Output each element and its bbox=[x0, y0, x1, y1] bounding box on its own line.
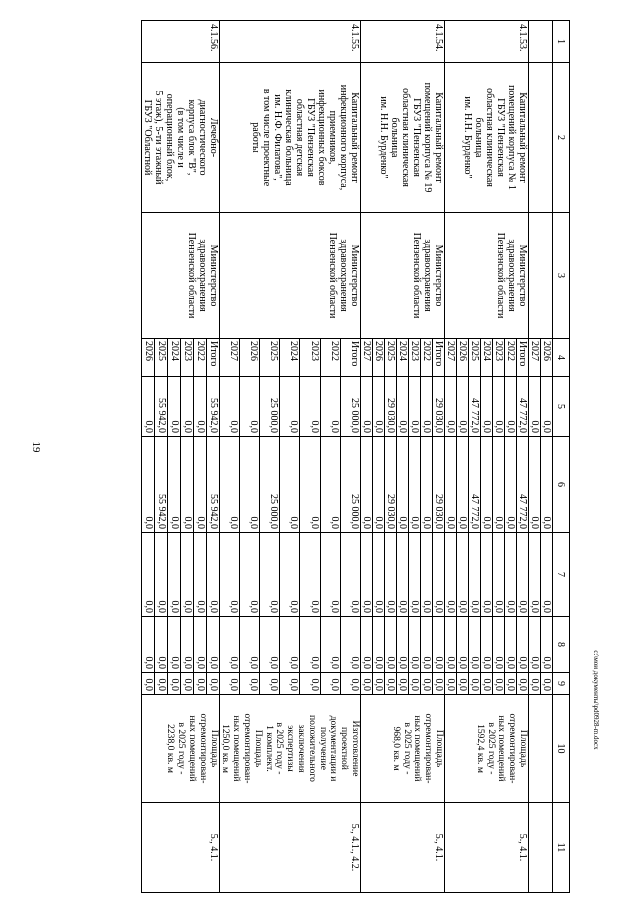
value-cell: 0,0 bbox=[457, 377, 469, 437]
section-indicator-line: 1 комплект. bbox=[263, 725, 275, 772]
value-cell: 0,0 bbox=[373, 673, 385, 695]
value-cell: 55 942,0 bbox=[154, 377, 167, 437]
value-cell: 55 942,0 bbox=[206, 377, 219, 437]
value-cell: 0,0 bbox=[373, 617, 385, 673]
column-header: 2 bbox=[553, 63, 570, 213]
section-indicator-line: 1592,4 кв. м bbox=[474, 724, 486, 773]
value-cell: 0,0 bbox=[397, 617, 409, 673]
section-indicator-line: отремонтирован- bbox=[197, 713, 209, 784]
year-cell: Итого bbox=[433, 339, 445, 377]
value-cell: 25 000,0 bbox=[340, 437, 360, 533]
value-cell: 0,0 bbox=[385, 617, 397, 673]
value-cell: 0,0 bbox=[206, 533, 219, 617]
value-cell: 0,0 bbox=[529, 533, 541, 617]
section-number: 4.1.55. bbox=[219, 21, 360, 63]
value-cell: 47 772,0 bbox=[469, 377, 481, 437]
value-cell: 0,0 bbox=[373, 377, 385, 437]
value-cell: 0,0 bbox=[280, 673, 300, 695]
value-cell: 0,0 bbox=[529, 673, 541, 695]
value-cell: 0,0 bbox=[141, 617, 154, 673]
value-cell: 0,0 bbox=[481, 673, 493, 695]
value-cell: 0,0 bbox=[409, 533, 421, 617]
value-cell: 0,0 bbox=[239, 533, 259, 617]
carry-over-cell bbox=[529, 63, 553, 213]
value-cell: 29 030,0 bbox=[385, 437, 397, 533]
value-cell: 0,0 bbox=[361, 437, 373, 533]
section-name-line: Лечебно- bbox=[207, 117, 219, 158]
year-cell: 2023 bbox=[300, 339, 320, 377]
section-indicator-line: экспертизы bbox=[285, 725, 297, 772]
value-cell: 0,0 bbox=[517, 533, 529, 617]
value-cell: 0,0 bbox=[219, 377, 239, 437]
year-cell: 2027 bbox=[445, 339, 457, 377]
column-header: 6 bbox=[553, 437, 570, 533]
section-indicator-line: ных помещений bbox=[412, 715, 424, 782]
value-cell: 0,0 bbox=[481, 437, 493, 533]
value-cell: 0,0 bbox=[541, 377, 553, 437]
section-indicator-line: ных помещений bbox=[496, 715, 508, 782]
value-cell: 0,0 bbox=[260, 533, 280, 617]
value-cell: 55 942,0 bbox=[154, 437, 167, 533]
value-cell: 0,0 bbox=[180, 533, 193, 617]
value-cell: 0,0 bbox=[469, 617, 481, 673]
value-cell: 0,0 bbox=[409, 617, 421, 673]
section-indicator-line: проектной bbox=[339, 727, 351, 770]
section-indicator-line: Площадь bbox=[434, 729, 445, 768]
column-header: 1 bbox=[553, 21, 570, 63]
year-cell: Итого bbox=[340, 339, 360, 377]
value-cell: 0,0 bbox=[239, 617, 259, 673]
value-cell: 0,0 bbox=[373, 437, 385, 533]
section-name-line: областная клиническая bbox=[484, 88, 495, 187]
value-cell: 0,0 bbox=[154, 673, 167, 695]
section-executor-line: Министерство bbox=[517, 244, 528, 307]
value-cell: 0,0 bbox=[206, 673, 219, 695]
value-cell: 0,0 bbox=[505, 377, 517, 437]
value-cell: 0,0 bbox=[517, 617, 529, 673]
year-cell: Итого bbox=[206, 339, 219, 377]
value-cell: 0,0 bbox=[493, 377, 505, 437]
value-cell: 0,0 bbox=[300, 673, 320, 695]
value-cell: 0,0 bbox=[433, 617, 445, 673]
value-cell: 0,0 bbox=[239, 673, 259, 695]
value-cell: 0,0 bbox=[421, 617, 433, 673]
section-executor bbox=[141, 213, 219, 339]
column-header: 9 bbox=[553, 673, 570, 695]
section-indicator bbox=[219, 695, 360, 803]
section-name-line: областная клиническая bbox=[400, 88, 411, 187]
year-cell: 2022 bbox=[193, 339, 206, 377]
value-cell: 0,0 bbox=[300, 377, 320, 437]
column-header: 3 bbox=[553, 213, 570, 339]
year-cell: 2024 bbox=[167, 339, 180, 377]
value-cell: 0,0 bbox=[481, 617, 493, 673]
year-cell: 2026 bbox=[239, 339, 259, 377]
section-name-line: им. Н.Н. Бурденко" bbox=[378, 96, 389, 179]
value-cell: 0,0 bbox=[361, 617, 373, 673]
value-cell: 0,0 bbox=[193, 437, 206, 533]
value-cell: 0,0 bbox=[320, 533, 340, 617]
value-cell: 0,0 bbox=[320, 377, 340, 437]
section-indicator bbox=[445, 695, 529, 803]
value-cell: 0,0 bbox=[493, 673, 505, 695]
value-cell: 0,0 bbox=[373, 533, 385, 617]
value-cell: 0,0 bbox=[239, 377, 259, 437]
footer-file-path: c:\мои документы\pd0928-m.docx bbox=[592, 650, 600, 750]
value-cell: 0,0 bbox=[481, 377, 493, 437]
section-indicator-line: отремонтирован- bbox=[507, 713, 519, 784]
value-cell: 0,0 bbox=[167, 377, 180, 437]
value-cell: 29 030,0 bbox=[433, 377, 445, 437]
section-indicator-line: Площадь bbox=[252, 729, 264, 768]
value-cell: 0,0 bbox=[361, 377, 373, 437]
year-cell: 2022 bbox=[505, 339, 517, 377]
section-reference: 5., 4.1. bbox=[361, 803, 445, 893]
value-cell: 0,0 bbox=[219, 617, 239, 673]
section-indicator bbox=[361, 695, 445, 803]
column-header: 7 bbox=[553, 533, 570, 617]
rotated-table-wrapper bbox=[90, 20, 570, 892]
section-name bbox=[361, 63, 445, 213]
section-name bbox=[141, 63, 219, 213]
section-executor-line: Пензенской области bbox=[185, 232, 197, 319]
value-cell: 0,0 bbox=[493, 533, 505, 617]
section-name-line: в том числе проектные bbox=[261, 88, 272, 187]
value-cell: 0,0 bbox=[141, 673, 154, 695]
value-cell: 0,0 bbox=[193, 377, 206, 437]
section-indicator-line: документации и bbox=[328, 715, 340, 782]
section-name-line: Капитальный ремонт bbox=[349, 92, 360, 183]
column-number-row bbox=[553, 21, 570, 893]
value-cell: 0,0 bbox=[320, 673, 340, 695]
value-cell: 0,0 bbox=[457, 437, 469, 533]
value-cell: 0,0 bbox=[219, 533, 239, 617]
section-indicator-line: в 2025 году - bbox=[485, 722, 497, 775]
section-name-line: клиническая больница bbox=[283, 89, 294, 186]
section-executor bbox=[361, 213, 445, 339]
value-cell: 0,0 bbox=[409, 673, 421, 695]
page-number: 19 bbox=[30, 441, 42, 453]
value-cell: 0,0 bbox=[445, 437, 457, 533]
value-cell: 0,0 bbox=[239, 437, 259, 533]
value-cell: 0,0 bbox=[219, 673, 239, 695]
value-cell: 0,0 bbox=[541, 617, 553, 673]
value-cell: 25 000,0 bbox=[260, 437, 280, 533]
section-name-line: диагностического bbox=[196, 99, 208, 176]
section-name-line: Капитальный ремонт bbox=[517, 92, 528, 183]
value-cell: 0,0 bbox=[280, 377, 300, 437]
value-cell: 0,0 bbox=[167, 533, 180, 617]
section-name-line: помещений корпуса № 19 bbox=[422, 82, 433, 193]
value-cell: 0,0 bbox=[167, 617, 180, 673]
value-cell: 0,0 bbox=[219, 437, 239, 533]
section-indicator-line: Площадь bbox=[518, 729, 529, 768]
value-cell: 0,0 bbox=[180, 437, 193, 533]
year-cell: 2023 bbox=[409, 339, 421, 377]
document-sheet bbox=[90, 20, 570, 892]
value-cell: 0,0 bbox=[320, 617, 340, 673]
value-cell: 0,0 bbox=[541, 533, 553, 617]
section-name-line: больница bbox=[473, 117, 484, 158]
value-cell: 0,0 bbox=[397, 377, 409, 437]
table-row bbox=[433, 21, 445, 893]
value-cell: 0,0 bbox=[385, 533, 397, 617]
section-indicator-line: ных помещений bbox=[187, 715, 199, 782]
value-cell: 0,0 bbox=[505, 673, 517, 695]
table-row bbox=[206, 21, 219, 893]
section-name bbox=[445, 63, 529, 213]
section-indicator-line: заключения bbox=[296, 724, 308, 773]
value-cell: 0,0 bbox=[180, 377, 193, 437]
year-cell: 2026 bbox=[541, 339, 553, 377]
section-reference: 5., 4.1. bbox=[445, 803, 529, 893]
section-name-line: ГБУЗ "Пензенская bbox=[305, 98, 316, 177]
section-executor-line: Министерство bbox=[433, 244, 444, 307]
section-name-line: ГБУЗ "Пензенская bbox=[495, 98, 506, 177]
value-cell: 0,0 bbox=[141, 437, 154, 533]
section-name-line: (в том числе и bbox=[174, 107, 186, 168]
value-cell: 0,0 bbox=[167, 437, 180, 533]
value-cell: 0,0 bbox=[457, 673, 469, 695]
value-cell: 0,0 bbox=[493, 437, 505, 533]
section-indicator-line: 1250,0 кв. м bbox=[220, 724, 232, 773]
column-header: 11 bbox=[553, 803, 570, 893]
value-cell: 0,0 bbox=[206, 617, 219, 673]
value-cell: 0,0 bbox=[260, 617, 280, 673]
section-indicator-line: в 2025 году - bbox=[176, 722, 188, 775]
value-cell: 0,0 bbox=[180, 617, 193, 673]
value-cell: 0,0 bbox=[469, 533, 481, 617]
value-cell: 55 942,0 bbox=[206, 437, 219, 533]
section-indicator-line: отремонтирован- bbox=[242, 713, 254, 784]
section-indicator-line: ных помещений bbox=[231, 715, 243, 782]
table-row bbox=[541, 21, 553, 893]
column-header: 5 bbox=[553, 377, 570, 437]
value-cell: 0,0 bbox=[340, 673, 360, 695]
value-cell: 0,0 bbox=[280, 533, 300, 617]
value-cell: 29 030,0 bbox=[385, 377, 397, 437]
value-cell: 0,0 bbox=[409, 377, 421, 437]
value-cell: 47 772,0 bbox=[517, 377, 529, 437]
value-cell: 0,0 bbox=[433, 673, 445, 695]
section-name-line: инфекционного корпуса, bbox=[338, 84, 349, 191]
value-cell: 0,0 bbox=[481, 533, 493, 617]
year-cell: Итого bbox=[517, 339, 529, 377]
value-cell: 0,0 bbox=[457, 617, 469, 673]
section-number: 4.1.54. bbox=[361, 21, 445, 63]
value-cell: 0,0 bbox=[445, 617, 457, 673]
value-cell: 0,0 bbox=[340, 533, 360, 617]
section-name-line: помещений корпуса № 1 bbox=[506, 85, 517, 190]
section-indicator-line: 968,0 кв. м bbox=[390, 726, 402, 771]
value-cell: 0,0 bbox=[180, 673, 193, 695]
value-cell: 0,0 bbox=[505, 533, 517, 617]
value-cell: 0,0 bbox=[193, 533, 206, 617]
value-cell: 0,0 bbox=[300, 533, 320, 617]
section-indicator-line: отремонтирован- bbox=[423, 713, 435, 784]
value-cell: 0,0 bbox=[469, 673, 481, 695]
value-cell: 47 772,0 bbox=[517, 437, 529, 533]
program-table bbox=[141, 20, 570, 893]
value-cell: 25 000,0 bbox=[260, 377, 280, 437]
section-indicator-line: Площадь bbox=[208, 729, 220, 768]
year-cell: 2024 bbox=[481, 339, 493, 377]
value-cell: 0,0 bbox=[529, 437, 541, 533]
value-cell: 0,0 bbox=[493, 617, 505, 673]
section-executor-line: здравоохранения bbox=[422, 239, 433, 312]
column-header: 8 bbox=[553, 617, 570, 673]
value-cell: 0,0 bbox=[505, 617, 517, 673]
value-cell: 0,0 bbox=[300, 437, 320, 533]
year-cell: 2027 bbox=[219, 339, 239, 377]
column-header: 10 bbox=[553, 695, 570, 803]
section-executor bbox=[445, 213, 529, 339]
value-cell: 0,0 bbox=[505, 437, 517, 533]
section-name bbox=[219, 63, 360, 213]
year-cell: 2025 bbox=[469, 339, 481, 377]
value-cell: 0,0 bbox=[421, 377, 433, 437]
section-indicator bbox=[141, 695, 219, 803]
section-indicator-line: в 2025 году - bbox=[401, 722, 413, 775]
value-cell: 0,0 bbox=[280, 617, 300, 673]
section-reference: 5., 4.1. bbox=[141, 803, 219, 893]
value-cell: 29 030,0 bbox=[433, 437, 445, 533]
year-cell: 2024 bbox=[280, 339, 300, 377]
year-cell: 2026 bbox=[141, 339, 154, 377]
value-cell: 0,0 bbox=[397, 533, 409, 617]
section-name-line: ГБУЗ "Областной bbox=[141, 99, 153, 176]
value-cell: 0,0 bbox=[421, 533, 433, 617]
value-cell: 0,0 bbox=[361, 673, 373, 695]
section-name-line: корпуса блок "В", bbox=[185, 99, 197, 176]
value-cell: 0,0 bbox=[141, 533, 154, 617]
section-indicator-line: получение bbox=[317, 727, 329, 770]
value-cell: 0,0 bbox=[397, 437, 409, 533]
section-indicator-line: в 2025 году - bbox=[274, 722, 286, 775]
value-cell: 0,0 bbox=[193, 673, 206, 695]
section-number: 4.1.56. bbox=[141, 21, 219, 63]
value-cell: 0,0 bbox=[385, 673, 397, 695]
value-cell: 0,0 bbox=[445, 533, 457, 617]
year-cell: 2023 bbox=[493, 339, 505, 377]
value-cell: 0,0 bbox=[340, 617, 360, 673]
value-cell: 0,0 bbox=[445, 377, 457, 437]
value-cell: 25 000,0 bbox=[340, 377, 360, 437]
section-executor-line: здравоохранения bbox=[506, 239, 517, 312]
section-indicator-line: Изготовление bbox=[350, 720, 361, 777]
value-cell: 0,0 bbox=[409, 437, 421, 533]
value-cell: 0,0 bbox=[421, 437, 433, 533]
section-name-line: 5 этаж), 5-ти этажный bbox=[152, 90, 164, 185]
section-name-line: работы bbox=[250, 122, 261, 153]
value-cell: 0,0 bbox=[529, 377, 541, 437]
year-cell: 2026 bbox=[373, 339, 385, 377]
carry-over-cell bbox=[529, 803, 553, 893]
year-cell: 2026 bbox=[457, 339, 469, 377]
section-indicator-line: положительного bbox=[306, 715, 318, 782]
value-cell: 0,0 bbox=[541, 437, 553, 533]
table-body bbox=[141, 21, 552, 893]
section-name-line: ГБУЗ "Пензенская bbox=[411, 98, 422, 177]
table-row bbox=[517, 21, 529, 893]
year-cell: 2025 bbox=[260, 339, 280, 377]
section-name-line: больница bbox=[389, 117, 400, 158]
value-cell: 0,0 bbox=[141, 377, 154, 437]
section-indicator-line: 2238,0 кв. м bbox=[165, 724, 177, 773]
section-name-line: инфекционных боксов bbox=[316, 89, 327, 186]
value-cell: 0,0 bbox=[517, 673, 529, 695]
year-cell: 2022 bbox=[421, 339, 433, 377]
section-executor-line: Пензенской области bbox=[411, 232, 422, 319]
value-cell: 0,0 bbox=[445, 673, 457, 695]
section-executor-line: здравоохранения bbox=[196, 239, 208, 312]
section-name-line: областная детская bbox=[294, 98, 305, 177]
value-cell: 0,0 bbox=[154, 617, 167, 673]
value-cell: 0,0 bbox=[361, 533, 373, 617]
value-cell: 0,0 bbox=[167, 673, 180, 695]
value-cell: 47 772,0 bbox=[469, 437, 481, 533]
value-cell: 0,0 bbox=[457, 533, 469, 617]
value-cell: 0,0 bbox=[300, 617, 320, 673]
value-cell: 0,0 bbox=[541, 673, 553, 695]
section-executor-line: Пензенской области bbox=[495, 232, 506, 319]
value-cell: 0,0 bbox=[193, 617, 206, 673]
carry-over-cell bbox=[529, 213, 553, 339]
value-cell: 0,0 bbox=[421, 673, 433, 695]
section-name-line: им. Н.Ф. Филатова", bbox=[272, 94, 283, 181]
section-number: 4.1.53. bbox=[445, 21, 529, 63]
section-name-line: Капитальный ремонт bbox=[433, 92, 444, 183]
value-cell: 0,0 bbox=[154, 533, 167, 617]
table-row bbox=[340, 21, 360, 893]
carry-over-cell bbox=[529, 21, 553, 63]
section-executor-line: Пензенской области bbox=[327, 232, 338, 319]
section-name-line: операционный блок, bbox=[163, 93, 175, 182]
value-cell: 0,0 bbox=[260, 673, 280, 695]
year-cell: 2024 bbox=[397, 339, 409, 377]
year-cell: 2022 bbox=[320, 339, 340, 377]
section-executor-line: Министерство bbox=[207, 244, 219, 307]
year-cell: 2027 bbox=[529, 339, 541, 377]
section-name-line: приемников, bbox=[327, 110, 338, 165]
value-cell: 0,0 bbox=[529, 617, 541, 673]
carry-over-cell bbox=[529, 695, 553, 803]
column-header: 4 bbox=[553, 339, 570, 377]
value-cell: 0,0 bbox=[320, 437, 340, 533]
year-cell: 2023 bbox=[180, 339, 193, 377]
year-cell: 2025 bbox=[154, 339, 167, 377]
value-cell: 0,0 bbox=[397, 673, 409, 695]
section-reference: 5., 4.1., 4.2. bbox=[219, 803, 360, 893]
section-executor bbox=[219, 213, 360, 339]
year-cell: 2025 bbox=[385, 339, 397, 377]
section-executor-line: Министерство bbox=[349, 244, 360, 307]
value-cell: 0,0 bbox=[280, 437, 300, 533]
section-executor-line: здравоохранения bbox=[338, 239, 349, 312]
value-cell: 0,0 bbox=[433, 533, 445, 617]
year-cell: 2027 bbox=[361, 339, 373, 377]
section-name-line: им. Н.Н. Бурденко" bbox=[462, 96, 473, 179]
